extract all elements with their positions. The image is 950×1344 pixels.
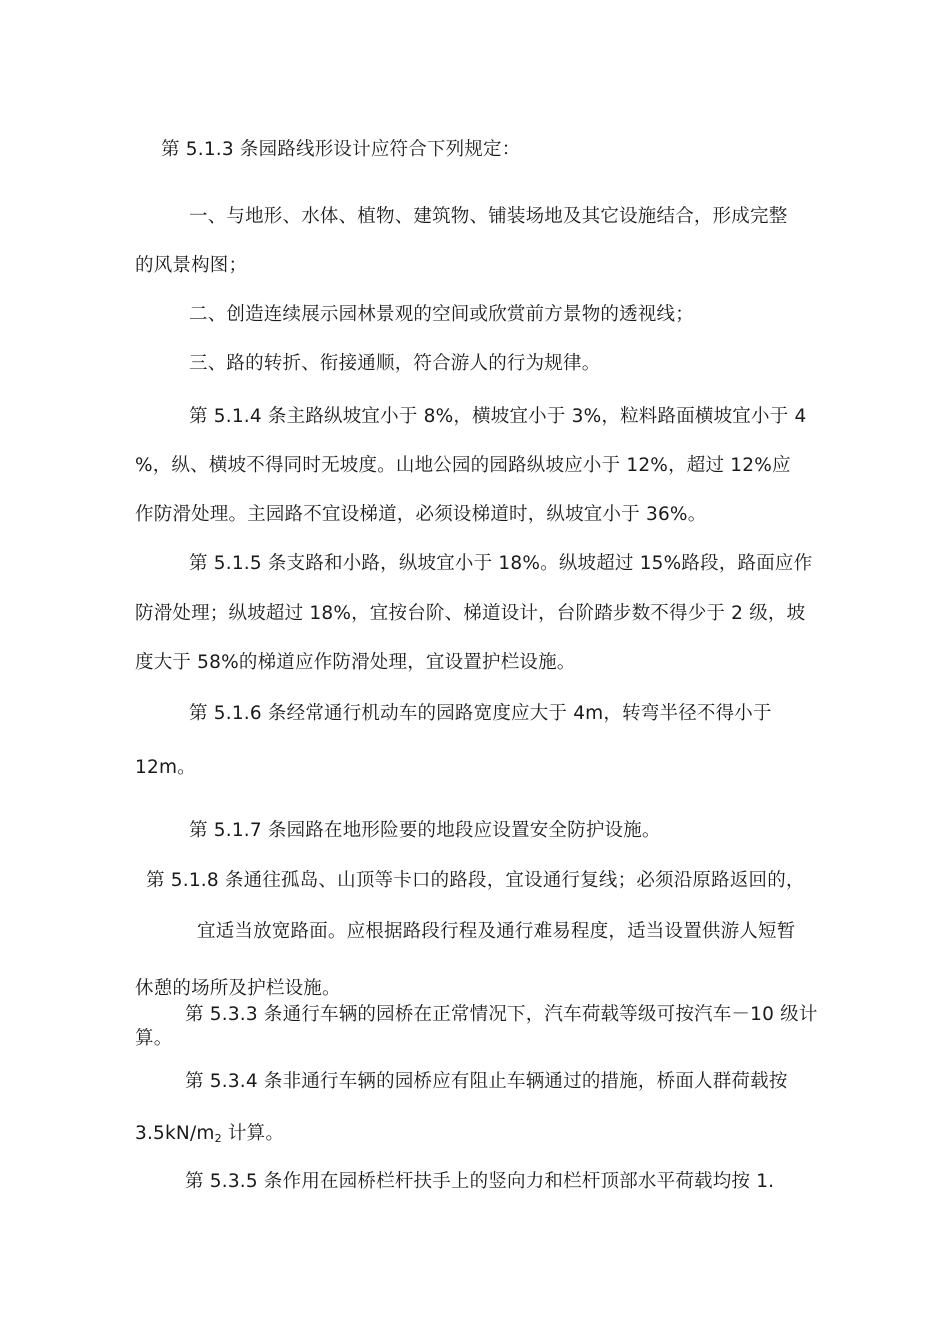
clause-5-1-5-line-1: 第 5.1.5 条支路和小路，纵坡宜小于 18%。纵坡超过 15%路段，路面应作 (189, 553, 813, 574)
load-suffix: 计算。 (221, 1123, 285, 1144)
clause-5-1-4-line-1: 第 5.1.4 条主路纵坡宜小于 8%，横坡宜小于 3%，粒料路面横坡宜小于 4 (189, 406, 807, 427)
item-1-line-1: 一、与地形、水体、植物、建筑物、铺装场地及其它设施结合，形成完整 (189, 206, 788, 227)
clause-5-1-5-line-3: 度大于 58%的梯道应作防滑处理，宜设置护栏设施。 (135, 652, 576, 673)
clause-5-1-8-line-2: 宜适当放宽路面。应根据路段行程及通行难易程度，适当设置供游人短暂 (197, 921, 796, 942)
clause-5-1-3: 第 5.1.3 条园路线形设计应符合下列规定： (161, 139, 521, 160)
clause-5-3-5: 第 5.3.5 条作用在园桥栏杆扶手上的竖向力和栏杆顶部水平荷载均按 1. (185, 1171, 775, 1192)
clause-5-1-6-line-2: 12m。 (135, 757, 196, 778)
clause-5-1-6-line-1: 第 5.1.6 条经常通行机动车的园路宽度应大于 4m，转弯半径不得小于 (189, 703, 772, 724)
load-unit-subscript: 2 (214, 1132, 222, 1145)
clause-5-1-7: 第 5.1.7 条园路在地形险要的地段应设置安全防护设施。 (189, 820, 661, 841)
item-3: 三、路的转折、衔接通顺，符合游人的行为规律。 (189, 353, 601, 374)
clause-5-1-5-line-2: 防滑处理；纵坡超过 18%，宜按台阶、梯道设计，台阶踏步数不得少于 2 级，坡 (135, 603, 806, 624)
item-2: 二、创造连续展示园林景观的空间或欣赏前方景物的透视线； (189, 304, 694, 325)
clause-5-3-3-line-2: 算。 (135, 1028, 173, 1049)
clause-5-3-3-line-1: 第 5.3.3 条通行车辆的园桥在正常情况下，汽车荷载等级可按汽车－10 级计 (185, 1004, 818, 1025)
clause-5-1-4-line-2: %，纵、横坡不得同时无坡度。山地公园的园路纵坡应小于 12%，超过 12%应 (135, 455, 791, 476)
clause-5-3-4-line-2 (135, 1122, 284, 1151)
clause-5-3-4-line-1: 第 5.3.4 条非通行车辆的园桥应有阻止车辆通过的措施，桥面人群荷载按 (185, 1071, 788, 1092)
clause-5-1-8-line-3: 休憩的场所及护栏设施。 (135, 978, 341, 999)
item-1-line-2: 的风景构图； (135, 255, 248, 276)
clause-5-1-4-line-3: 作防滑处理。主园路不宜设梯道，必须设梯道时，纵坡宜小于 36%。 (135, 504, 707, 525)
clause-5-1-8-line-1: 第 5.1.8 条通往孤岛、山顶等卡口的路段，宜设通行复线；必须沿原路返回的， (146, 870, 805, 891)
load-value: 3.5kN/m (135, 1123, 215, 1144)
